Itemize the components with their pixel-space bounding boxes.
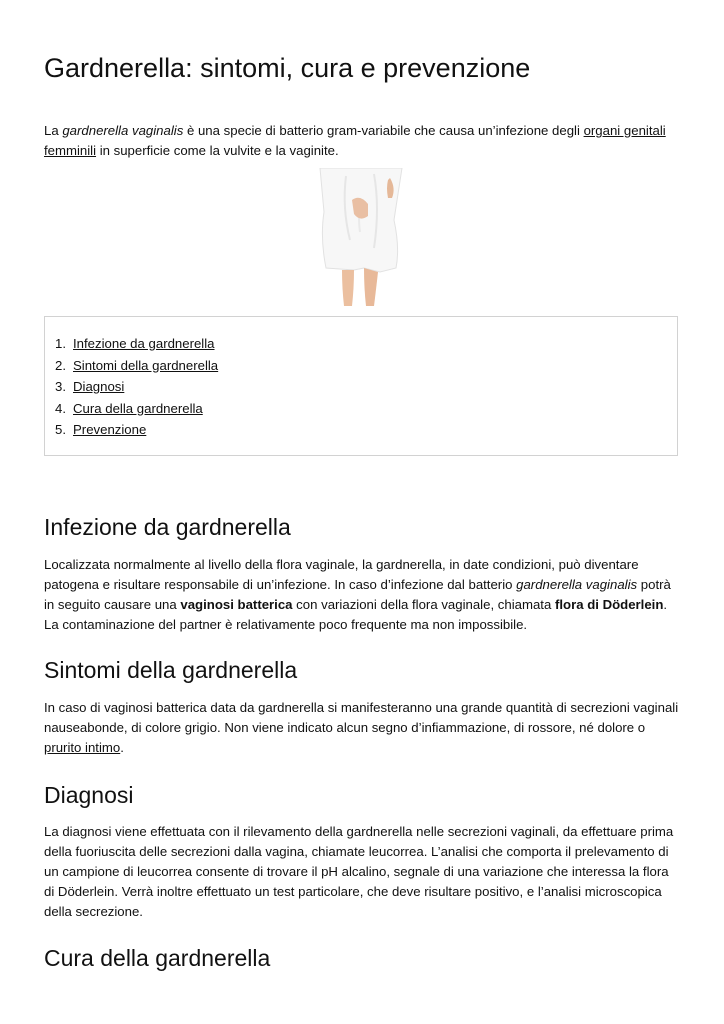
paragraph-text: con variazioni della flora vaginale, chiamata (292, 597, 555, 612)
paragraph-text: Localizzata normalmente al livello della flora vaginale, la gardnerella, in date condizioni, può diventare patogena e risultare responsabile di un’infezione. In caso d’infezione dal batterio (44, 557, 639, 592)
toc-item (55, 333, 218, 355)
section-paragraph-infezione (44, 555, 680, 635)
toc-link-infezione[interactable]: Infezione da gardnerella (73, 336, 215, 351)
page-title: Gardnerella: sintomi, cura e prevenzione (44, 53, 531, 83)
section-paragraph-diagnosi: La diagnosi viene effettuata con il rilevamento della gardnerella nelle secrezioni vaginali, da effettuare prima della fuoriuscita delle secrezioni dalla vagina, chiamate leucorrea. L’analisi che comporta il prelevamento di un campione di leucorrea consente di trovare il pH alcalino, segnale di una variazione che interessa la flora di Döderlein. Verrà inoltre effettuato un test particolare, che deve risultare positivo, e l’analisi microscopica della secrezione. (44, 824, 674, 919)
paragraph-text: . (120, 740, 124, 755)
intro-paragraph (44, 121, 680, 161)
toc-number: 3. (55, 379, 66, 394)
toc-link-cura[interactable]: Cura della gardnerella (73, 400, 203, 416)
intro-text: La (44, 123, 63, 138)
paragraph-italic: gardnerella vaginalis (516, 577, 638, 592)
paragraph-text: . La contaminazione del partner è relativamente poco frequente ma non impossibile. (44, 597, 668, 632)
paragraph-text: potrà in seguito causare una (44, 577, 671, 612)
toc-item (55, 419, 218, 441)
table-of-contents (44, 316, 678, 456)
toc-item (55, 376, 218, 398)
toc-number: 1. (55, 336, 66, 351)
link-prurito-intimo[interactable]: prurito intimo (44, 740, 121, 755)
paragraph-text: In caso di vaginosi batterica data da gardnerella si manifesteranno una grande quantità di secrezioni vaginali nauseabonde, di colore grigio. Non viene indicato alcun segno d’infiammazione, di rossore, né dolore o (44, 700, 679, 735)
toc-number: 4. (55, 400, 66, 416)
toc-item (55, 398, 218, 420)
toc-link-sintomi[interactable]: Sintomi della gardnerella (73, 357, 219, 373)
section-heading-diagnosi: Diagnosi (44, 782, 134, 808)
toc-link-prevenzione[interactable]: Prevenzione (73, 422, 147, 437)
intro-text: in superficie come la vulvite e la vaginite. (96, 143, 339, 158)
section-paragraph-sintomi (44, 698, 680, 758)
intro-text: è una specie di batterio gram-variabile che causa un’infezione degli (183, 123, 584, 138)
toc-number: 2. (55, 357, 66, 373)
paragraph-bold: flora di Döderlein (554, 597, 664, 612)
paragraph-bold: vaginosi batterica (180, 597, 293, 612)
article-image (316, 168, 406, 306)
section-heading-infezione: Infezione da gardnerella (44, 514, 291, 540)
section-heading-sintomi: Sintomi della gardnerella (44, 657, 298, 683)
intro-italic: gardnerella vaginalis (62, 123, 184, 138)
toc-link-diagnosi[interactable]: Diagnosi (73, 379, 125, 394)
toc-list (55, 333, 218, 441)
toc-number: 5. (55, 422, 66, 437)
section-heading-cura: Cura della gardnerella (44, 945, 271, 971)
toc-item (55, 355, 218, 377)
link-organi-genitali[interactable]: organi genitali femminili (44, 123, 666, 158)
